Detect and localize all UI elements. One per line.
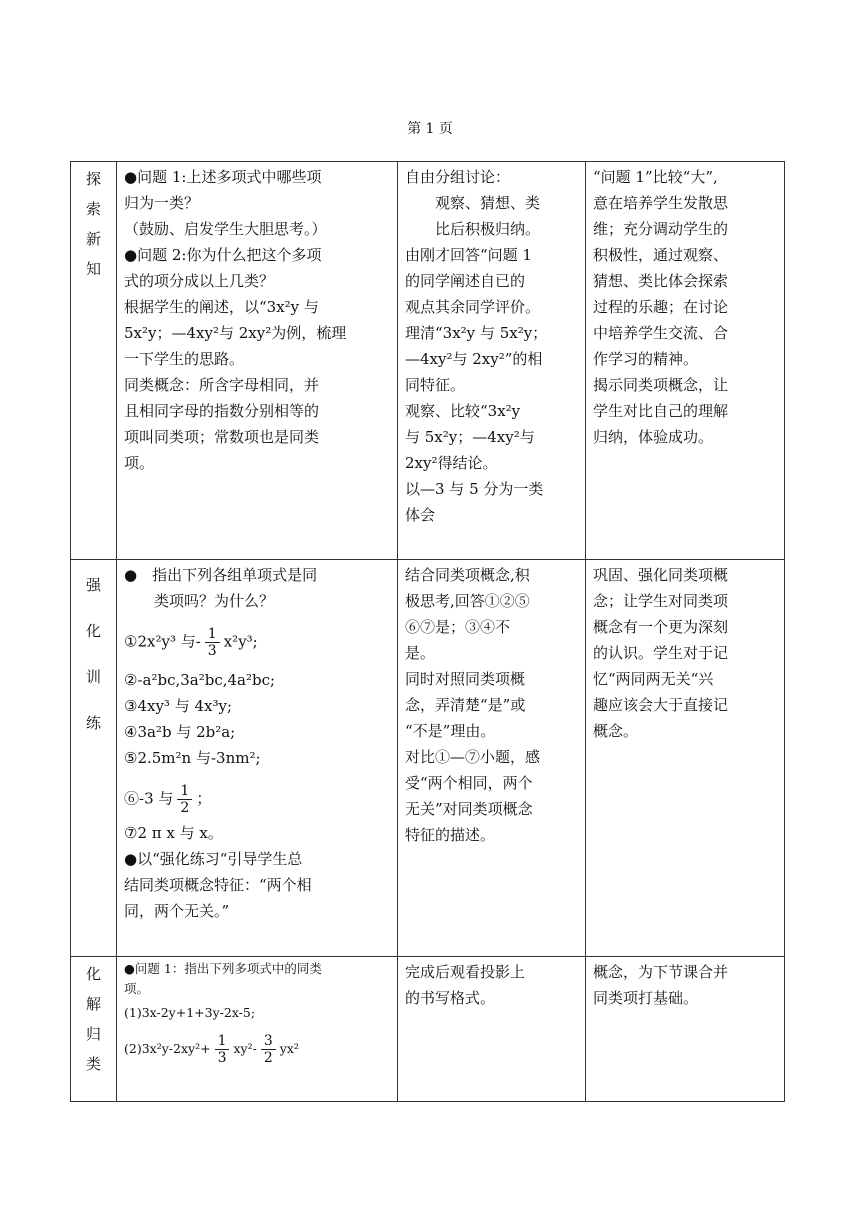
student-activity-classify: 完成后观看投影上 的书写格式。 [398,957,586,1102]
page-number: 第 1 页 [407,121,453,137]
row-label-reinforce: 强 化 训 练 [71,560,117,957]
teacher-activity-classify: ●问题 1：指出下列多项式中的同类 项。 (1)3x-2y+1+3y-2x-5; (2)3x²y-2xy²+ $\frac{1}{3}$ xy²- $\frac{3}{2}$ yx² [117,957,398,1102]
teacher-activity-reinforce: ● 指出下列各组单项式是同 类项吗？为什么？ ①2x²y³ 与- $\frac{1}{3}$ x²y³; ②-a²bc,3a²bc,4a²bc; ③4xy³ 与 4x³y; ④3a²b 与 2b²a; ⑤2.5m²n 与-3nm²; ⑥-3 与 $\frac{1}{2}$ ； ⑦2 π x 与 x。 ●以“强化练习“引导学生总 结同类项概念特征：“两个相 同，两个无关。” [117,560,398,957]
exercise-6: ⑥-3 与 $\frac{1}{2}$ ； [124,783,212,816]
student-activity-reinforce: 结合同类项概念,积 极思考,回答①②⑤ ⑥⑦是；③④不 是。 同时对照同类项概 念，弄清楚“是”或 “不是”理由。 对比①—⑦小题，感 受“两个相同，两个 无关”对同类项概念 特征的描述。 [398,560,586,957]
design-intent-explore: “问题 1”比较“大”, 意在培养学生发散思 维；充分调动学生的 积极性，通过观察、 猜想、类比体会探索 过程的乐趣；在讨论 中培养学生交流、合 作学习的精神。 揭示同类项概念，让 学生对比自己的理解 归纳，体验成功。 [586,162,785,560]
row-label-classify: 化 解 归 类 [71,957,117,1102]
design-intent-classify: 概念，为下节课合并 同类项打基础。 [586,957,785,1102]
design-intent-reinforce: 巩固、强化同类项概 念；让学生对同类项 概念有一个更为深刻 的认识。学生对于记 忆“两同两无关“兴 趣应该会大于直接记 概念。 [586,560,785,957]
table-row-classify [71,957,785,1102]
fraction-one-third: $\frac{1}{3}$ [205,626,220,659]
row-label-explore: 探 索 新 知 [71,162,117,560]
lesson-plan-table [70,161,785,1102]
fraction-one-third-b: $\frac{1}{3}$ [215,1033,230,1066]
table-row-explore [71,162,785,560]
exercise-1: ①2x²y³ 与- $\frac{1}{3}$ x²y³; [124,626,258,659]
student-activity-explore: 自由分组讨论： 观察、猜想、类 比后积极归纳。 由刚才回答“问题 1 的同学阐述自已的 观点其余同学评价。 理清“3x²y 与 5x²y； —4xy²与 2xy²”的相 同特征。 观察、比较“3x²y 与 5x²y；—4xy²与 2xy²得结论。 以—3 与 5 分为一类 体会 [398,162,586,560]
polynomial-2: (2)3x²y-2xy²+ $\frac{1}{3}$ xy²- $\frac{3}{2}$ yx² [124,1033,299,1066]
table-row-reinforce [71,560,785,957]
teacher-activity-explore: ●问题 1:上述多项式中哪些项 归为一类？ （鼓励、启发学生大胆思考。） ●问题 2:你为什么把这个多项 式的项分成以上几类？ 根据学生的阐述，以“3x²y 与 5x²y；—4xy²与 2xy²为例，梳理 一下学生的思路。 同类概念：所含字母相同，并 且相同字母的指数分别相等的 项叫同类项；常数项也是同类 项。 [117,162,398,560]
fraction-three-halves: $\frac{3}{2}$ [261,1033,276,1066]
fraction-one-half: $\frac{1}{2}$ [177,783,192,816]
